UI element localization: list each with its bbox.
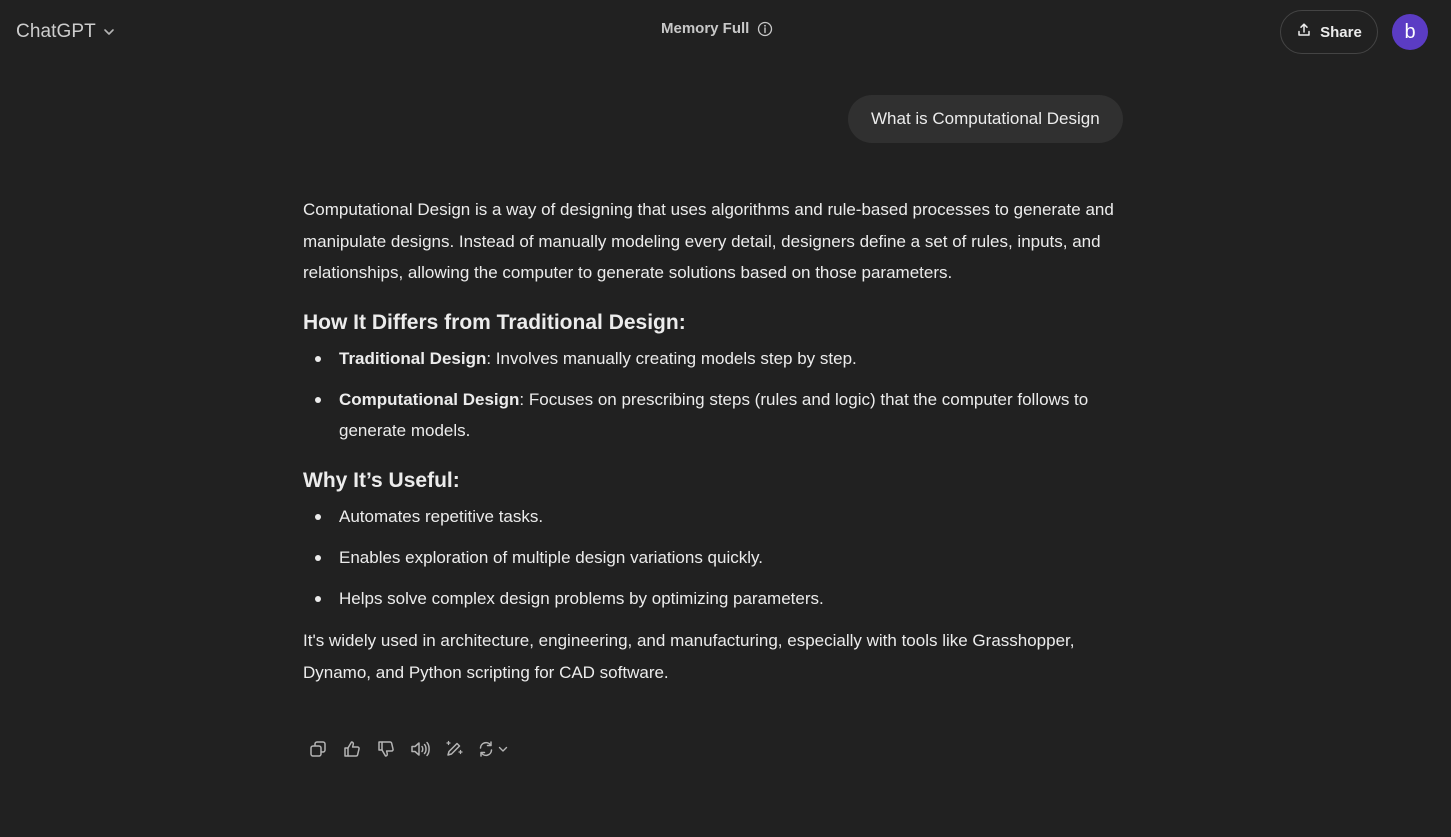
bullet-icon	[315, 596, 321, 602]
memory-label: Memory Full	[661, 20, 750, 37]
list-item-term: Computational Design	[339, 389, 520, 409]
answer-intro: Computational Design is a way of designing that uses algorithms and rule-based processes to generate and manipulate designs. Instead of manually modeling every detail, designers define a set of rules, inputs, and relationships, allowing the computer to generate solutions based on those parameters.	[303, 200, 1114, 282]
assistant-message	[303, 194, 1143, 688]
list-item-text: Enables exploration of multiple design variations quickly.	[339, 547, 763, 567]
list-item-text: Helps solve complex design problems by optimizing parameters.	[339, 588, 824, 608]
list-item	[303, 384, 1143, 447]
bullet-list	[303, 343, 1143, 447]
list-item	[303, 343, 1143, 375]
answer-closing: It's widely used in architecture, engineering, and manufacturing, especially with tools like Grasshopper, Dynamo, and Python scripting for CAD software.	[303, 631, 1075, 682]
list-item-text: Automates repetitive tasks.	[339, 506, 544, 526]
list-item	[303, 501, 1143, 533]
thumbs-down-icon[interactable]	[369, 736, 403, 762]
model-switcher[interactable]	[8, 14, 124, 50]
memory-status[interactable]	[661, 20, 773, 37]
regenerate-button[interactable]	[471, 736, 517, 762]
read-aloud-icon[interactable]	[403, 736, 437, 762]
message-actions	[301, 736, 517, 762]
section-heading: How It Differs from Traditional Design:	[303, 310, 686, 334]
bullet-icon	[315, 356, 321, 362]
list-item	[303, 542, 1143, 574]
bullet-icon	[315, 397, 321, 403]
list-item-text: : Involves manually creating models step by step.	[486, 348, 857, 368]
user-message: What is Computational Design	[848, 95, 1123, 143]
list-item-term: Traditional Design	[339, 348, 487, 368]
top-bar	[0, 0, 1451, 64]
model-name: ChatGPT	[16, 21, 96, 42]
bullet-list	[303, 501, 1143, 615]
edit-icon[interactable]	[437, 736, 471, 762]
share-button[interactable]	[1280, 10, 1378, 54]
bullet-icon	[315, 514, 321, 520]
regenerate-icon	[477, 740, 495, 758]
section-heading: Why It’s Useful:	[303, 468, 460, 492]
list-item	[303, 583, 1143, 615]
share-icon	[1296, 22, 1312, 42]
copy-icon[interactable]	[301, 736, 335, 762]
avatar[interactable]: b	[1392, 14, 1428, 50]
info-icon[interactable]	[757, 21, 773, 37]
chevron-down-icon	[497, 743, 509, 755]
bullet-icon	[315, 555, 321, 561]
thumbs-up-icon[interactable]	[335, 736, 369, 762]
list-item-text: : Focuses on prescribing steps (rules and logic) that the computer follows to generate models.	[339, 389, 1089, 440]
chevron-down-icon	[102, 25, 116, 39]
share-label: Share	[1320, 23, 1362, 41]
